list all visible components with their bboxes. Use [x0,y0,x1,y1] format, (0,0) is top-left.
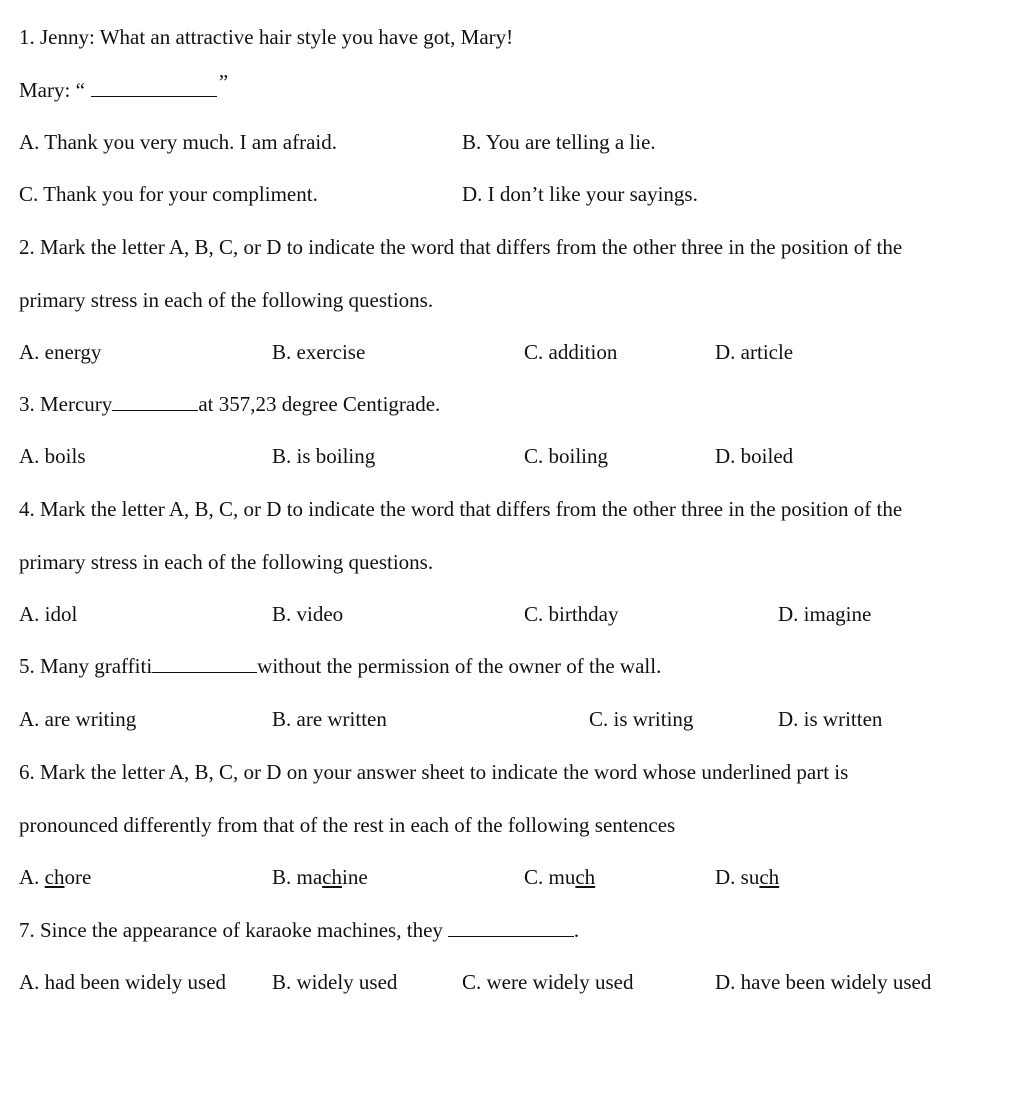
q7-blank[interactable] [448,919,574,937]
q6-option-c[interactable] [524,864,595,890]
q3-option-c[interactable]: C. boiling [524,444,609,468]
q1-option-a[interactable]: A. Thank you very much. I am afraid. [19,130,338,154]
q3-prefix: 3. Mercury [19,392,113,416]
question-4-prompt-line-1: 4. Mark the letter A, B, C, or D to indicate the word that differs from the other three in the position of the [19,497,903,521]
q5-option-a[interactable]: A. are writing [19,707,137,731]
question-2-prompt-line-1: 2. Mark the letter A, B, C, or D to indicate the word that differs from the other three in the position of the [19,235,903,259]
question-7-prompt [19,917,579,943]
question-5-prompt [19,653,661,679]
q4-option-a[interactable]: A. idol [19,602,78,626]
q3-suffix: at 357,23 degree Centigrade. [198,392,441,416]
q5-option-d[interactable]: D. is written [778,707,883,731]
q7-option-d[interactable]: D. have been widely used [715,970,932,994]
q2-option-c[interactable]: C. addition [524,340,618,364]
q3-blank[interactable] [112,393,198,411]
q2-option-a[interactable]: A. energy [19,340,102,364]
q6-option-a[interactable] [19,864,91,890]
q5-suffix: without the permission of the owner of the wall. [257,654,662,678]
q5-prefix: 5. Many graffiti [19,654,153,678]
question-1-answer-line [19,70,229,103]
q6-option-a-pre: A. [19,865,45,889]
q3-option-b[interactable]: B. is boiling [272,444,376,468]
question-2-prompt-line-2: primary stress in each of the following questions. [19,288,434,312]
answer-suffix: ” [218,70,229,94]
answer-prefix: Mary: “ [19,78,85,102]
q7-suffix: . [573,918,580,942]
question-6-prompt-line-2: pronounced differently from that of the rest in each of the following sentences [19,813,676,837]
q1-option-b[interactable]: B. You are telling a lie. [462,130,656,154]
q4-option-b[interactable]: B. video [272,602,344,626]
q6-option-d-pre: D. su [715,865,760,889]
q5-option-c[interactable]: C. is writing [589,707,694,731]
question-3-prompt [19,391,440,417]
answer-blank[interactable] [91,79,217,97]
q4-option-d[interactable]: D. imagine [778,602,872,626]
q1-option-c[interactable]: C. Thank you for your compliment. [19,182,318,206]
q6-option-b[interactable] [272,864,368,890]
q3-option-a[interactable]: A. boils [19,444,86,468]
q6-option-d[interactable] [715,864,779,890]
q1-option-d[interactable]: D. I don’t like your sayings. [462,182,698,206]
q6-option-a-post: ore [64,865,92,889]
q7-option-a[interactable]: A. had been widely used [19,970,227,994]
question-6-prompt-line-1: 6. Mark the letter A, B, C, or D on your answer sheet to indicate the word whose underlined part is [19,760,849,784]
q6-option-b-post: ine [342,865,368,889]
q7-prefix: 7. Since the appearance of karaoke machines, they [19,918,443,942]
question-4-prompt-line-2: primary stress in each of the following questions. [19,550,434,574]
q6-option-a-underlined: ch [44,865,65,889]
q6-option-d-underlined: ch [759,865,780,889]
q3-option-d[interactable]: D. boiled [715,444,794,468]
q7-option-b[interactable]: B. widely used [272,970,398,994]
q6-option-c-underlined: ch [575,865,596,889]
q2-option-b[interactable]: B. exercise [272,340,366,364]
q2-option-d[interactable]: D. article [715,340,794,364]
q4-option-c[interactable]: C. birthday [524,602,619,626]
q7-option-c[interactable]: C. were widely used [462,970,634,994]
question-1-prompt: 1. Jenny: What an attractive hair style you have got, Mary! [19,25,514,49]
q6-option-c-pre: C. mu [524,865,576,889]
q6-option-b-underlined: ch [322,865,342,889]
q6-option-b-pre: B. ma [272,865,323,889]
q5-blank[interactable] [152,655,257,673]
q5-option-b[interactable]: B. are written [272,707,387,731]
